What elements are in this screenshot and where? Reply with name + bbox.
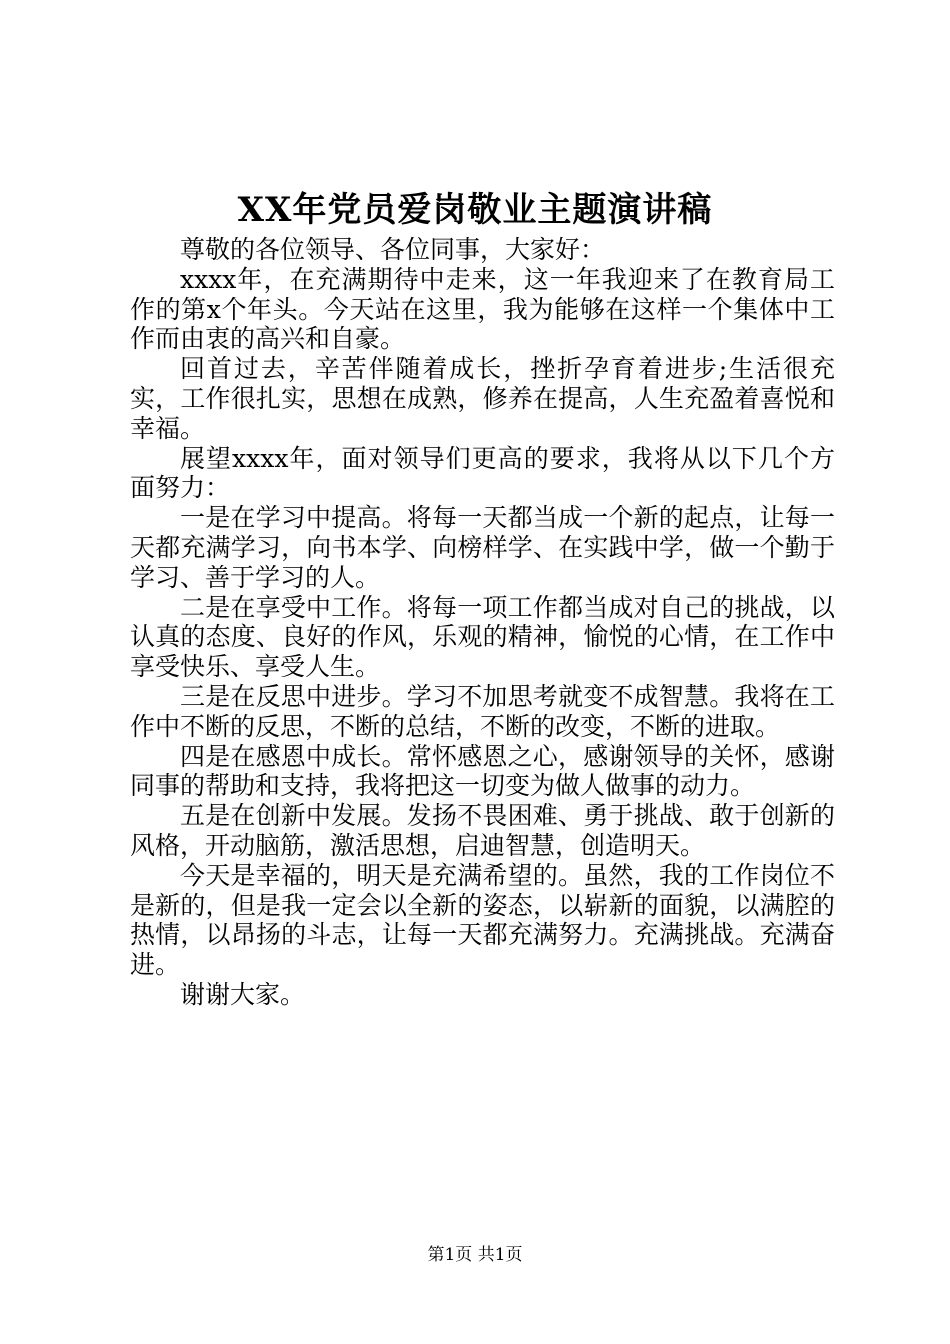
- document-title: XX年党员爱岗敬业主题演讲稿: [237, 190, 713, 230]
- paragraph-thanks: 谢谢大家。: [180, 979, 306, 1009]
- paragraph-point-5: 五是在创新中发展。发扬不畏困难、勇于挑战、敢于创新的风格，开动脑筋，激活思想，启迪智慧，创造明天。: [130, 801, 835, 860]
- document-body: [130, 235, 835, 1010]
- paragraph-review: 回首过去，辛苦伴随着成长，挫折孕育着进步;生活很充实，工作很扎实，思想在成熟，修养在提高，人生充盈着喜悦和幸福。: [130, 354, 835, 443]
- paragraph-greeting: 尊敬的各位领导、各位同事，大家好：: [180, 235, 606, 264]
- paragraph-point-2: 二是在享受中工作。将每一项工作都当成对自己的挑战，以认真的态度、良好的作风，乐观的精神，愉悦的心情，在工作中享受快乐、享受人生。: [130, 592, 835, 682]
- page-footer: 第1页 共1页: [427, 1245, 523, 1265]
- paragraph-outlook: 展望xxxx年，面对领导们更高的要求，我将从以下几个方面努力：: [130, 443, 835, 503]
- paragraph-point-1: 一是在学习中提高。将每一天都当成一个新的起点，让每一天都充满学习，向书本学、向榜样学、在实践中学，做一个勤于学习、善于学习的人。: [130, 503, 835, 592]
- paragraph-point-4: 四是在感恩中成长。常怀感恩之心，感谢领导的关怀，感谢同事的帮助和支持，我将把这一切变为做人做事的动力。: [130, 741, 835, 801]
- paragraph-intro: xxxx年，在充满期待中走来，这一年我迎来了在教育局工作的第x个年头。今天站在这里，我为能够在这样一个集体中工作而由衷的高兴和自豪。: [130, 264, 835, 354]
- paragraph-point-3: 三是在反思中进步。学习不加思考就变不成智慧。我将在工作中不断的反思，不断的总结，不断的改变，不断的进取。: [130, 681, 835, 741]
- paragraph-conclusion: 今天是幸福的，明天是充满希望的。虽然，我的工作岗位不是新的，但是我一定会以全新的姿态，以崭新的面貌，以满腔的热情，以昂扬的斗志，让每一天都充满努力。充满挑战。充满奋进。: [130, 860, 835, 980]
